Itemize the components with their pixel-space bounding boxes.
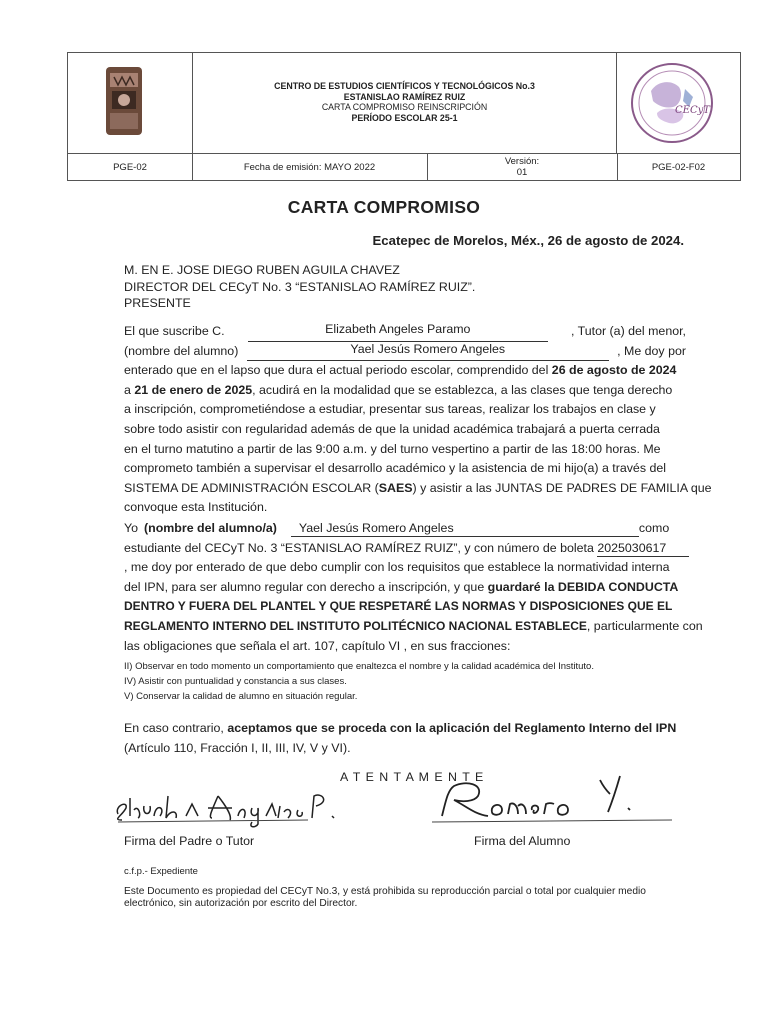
fraction-item: V) Conservar la calidad de alumno en situación regular.: [124, 691, 358, 702]
p2-bold: guardaré la DEBIDA CONDUCTA: [487, 579, 679, 594]
p2-text: como: [638, 521, 670, 535]
header-title-block: [192, 81, 617, 123]
header-logo-cell-left: [68, 53, 193, 153]
seal-text: CECyT: [675, 105, 710, 116]
paragraph-2: [124, 519, 703, 656]
issue-date: Fecha de emisión: MAYO 2022: [192, 154, 428, 180]
paragraph-1: [124, 322, 712, 518]
p1-text: ) y asistir a las JUNTAS DE PADRES DE FAMILIA que: [412, 480, 712, 495]
tutor-signature-icon: [108, 786, 348, 830]
version-number: 01: [516, 167, 528, 178]
student-signature-label: Firma del Alumno: [474, 834, 571, 848]
header-line-2: ESTANISLAO RAMÍREZ RUIZ: [343, 91, 466, 102]
addressee-position: DIRECTOR DEL CECyT No. 3 “ESTANISLAO RAMÍREZ RUIZ”.: [124, 279, 476, 294]
student-signature-icon: [432, 772, 672, 828]
doc-code: PGE-02: [68, 154, 193, 180]
p2-line-6: [124, 617, 703, 637]
header-bottom-row: [68, 154, 740, 180]
p1-line-2: [124, 342, 686, 362]
ipn-logo-icon: [104, 65, 144, 137]
addressee-block: [124, 262, 686, 312]
p3-text: En caso contrario,: [124, 721, 224, 735]
p2-text: , particularmente con: [586, 618, 703, 633]
header-line-3: CARTA COMPROMISO REINSCRIPCIÓN: [321, 102, 488, 112]
p2-line-4: [124, 578, 686, 598]
header-logo-cell-right: [616, 53, 740, 153]
fraction-item: IV) Asistir con puntualidad y constancia a sus clases.: [124, 676, 347, 687]
p1-text: a: [124, 382, 131, 397]
p1-line-8: comprometo también a supervisar el desarrollo académico y la asistencia de mi hijo(a) a través del: [124, 461, 666, 476]
p1-line-3: [124, 361, 686, 381]
date-to: 21 de enero de 2025: [134, 382, 253, 397]
p2-label: (nombre del alumno/a): [144, 521, 277, 535]
version-cell: [427, 154, 618, 180]
p1-text: SISTEMA DE ADMINISTRACIÓN ESCOLAR (: [124, 480, 379, 495]
p2-student-name-field: Yael Jesús Romero Angeles: [291, 521, 639, 537]
p1-text: enterado que en el lapso que dura el actual periodo escolar, comprendido del: [124, 363, 549, 378]
p3-line-1: [124, 719, 686, 739]
p1-line-9: [124, 479, 712, 499]
date-from: 26 de agosto de 2024: [551, 363, 677, 378]
p1-text: , Me doy por: [617, 343, 686, 358]
boleta-field: 2025030617: [597, 541, 689, 557]
ownership-footer: Este Documento es propiedad del CECyT No.3, y está prohibida su reproducción parcial o total por cualquier medio electrónico, sin autorización por escrito del Director.: [124, 886, 646, 909]
fractions-list: [124, 659, 594, 704]
header-line-4: PERÍODO ESCOLAR 25-1: [351, 112, 458, 123]
p2-text: Yo: [124, 521, 139, 535]
saes-acronym: SAES: [378, 480, 413, 495]
p1-text: , acudirá en la modalidad que se establezca, a las clases que tenga derecho: [252, 382, 673, 397]
cecyt-seal-icon: [627, 61, 717, 146]
p3-line-2: (Artículo 110, Fracción I, II, III, IV, V y VI).: [124, 740, 351, 755]
document-header: [67, 52, 741, 181]
p2-line-2: [124, 539, 686, 559]
tutor-signature-label: Firma del Padre o Tutor: [124, 834, 255, 848]
document-title: CARTA COMPROMISO: [287, 197, 481, 217]
p1-text: El que suscribe C.: [124, 324, 225, 338]
doc-id: PGE-02-F02: [651, 161, 706, 173]
header-line-1: CENTRO DE ESTUDIOS CIENTÍFICOS Y TECNOLÓGICOS No.3: [274, 81, 535, 91]
p2-text: estudiante del CECyT No. 3 “ESTANISLAO RAMÍREZ RUIZ”, y con número de boleta: [124, 540, 594, 555]
fraction-item: II) Observar en todo momento un comportamiento que enaltezca el nombre y la calidad académica del Instituto.: [124, 661, 594, 672]
p1-line-1: [124, 322, 686, 342]
p3-bold: aceptamos que se proceda con la aplicación del Reglamento Interno del IPN: [227, 721, 677, 735]
paragraph-3: [124, 719, 686, 758]
p2-line-3: , me doy por enterado de que debo cumplir con los requisitos que establece la normatividad interna: [124, 560, 670, 575]
p1-line-6: sobre todo asistir con regularidad además de que la unidad académica trabajará a puerta cerrada: [124, 421, 660, 436]
p2-line-7: las obligaciones que señala el art. 107, capítulo VI , en sus fracciones:: [124, 638, 511, 653]
cfp-note: c.f.p.- Expediente: [124, 866, 198, 877]
place-date: Ecatepec de Morelos, Méx., 26 de agosto de 2024.: [372, 233, 684, 248]
p1-line-7: en el turno matutino a partir de las 9:00 a.m. y del turno vespertino a partir de las 18:00 horas. Me: [124, 441, 661, 456]
student-name-field: Yael Jesús Romero Angeles: [247, 342, 609, 362]
addressee-name: M. EN E. JOSE DIEGO RUBEN AGUILA CHAVEZ: [124, 263, 400, 277]
addressee-presente: PRESENTE: [124, 296, 191, 310]
p1-line-10: convoque esta Institución.: [124, 500, 268, 515]
p2-line-1: [124, 519, 686, 539]
p2-line-5: DENTRO Y FUERA DEL PLANTEL Y QUE RESPETARÉ LAS NORMAS Y DISPOSICIONES QUE EL: [124, 599, 673, 614]
p1-line-5: a inscripción, comprometiéndose a estudiar, presentar sus tareas, realizar los trabajos en clase y: [124, 402, 656, 417]
p1-text: , Tutor (a) del menor,: [570, 324, 686, 338]
p1-line-4: [124, 381, 686, 401]
p1-text: (nombre del alumno): [124, 343, 239, 358]
tutor-name-field: Elizabeth Angeles Paramo: [248, 322, 548, 342]
version-label: Versión:: [504, 156, 540, 167]
closing: A T E N T A M E N T E: [340, 770, 485, 784]
p2-text: del IPN, para ser alumno regular con derecho a inscripción, y que: [124, 579, 485, 594]
header-top-row: [68, 53, 740, 154]
p2-bold: REGLAMENTO INTERNO DEL INSTITUTO POLITÉCNICO NACIONAL ESTABLECE: [124, 618, 587, 633]
